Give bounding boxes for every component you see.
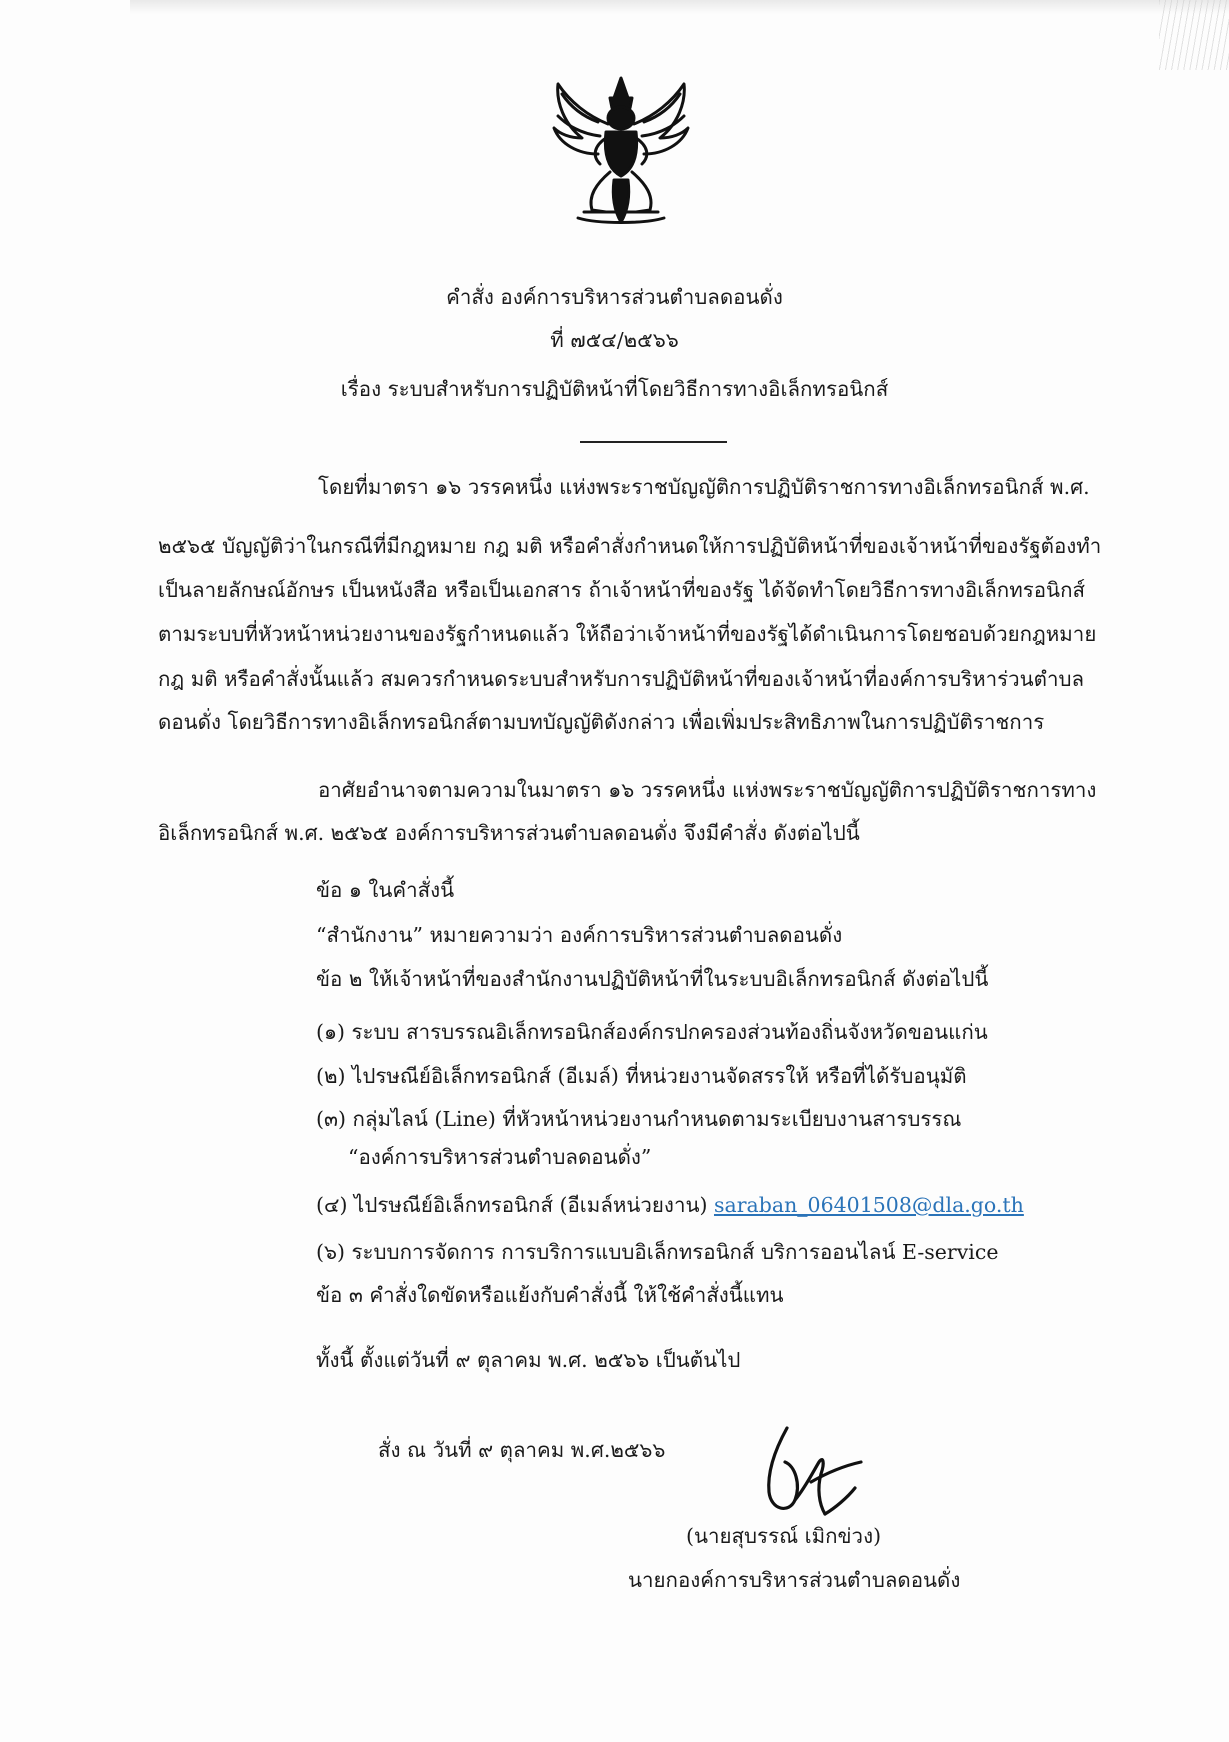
ordered-date: สั่ง ณ วันที่ ๙ ตุลาคม พ.ศ.๒๕๖๖ [378,1438,666,1462]
order-title: คำสั่ง องค์การบริหารส่วนตำบลดอนดั่ง [446,285,783,309]
effective-date: ทั้งนี้ ตั้งแต่วันที่ ๙ ตุลาคม พ.ศ. ๒๕๖๖ เป็นต้นไป [316,1348,741,1372]
order-subject: เรื่อง ระบบสำหรับการปฏิบัติหน้าที่โดยวิธีการทางอิเล็กทรอนิกส์ [340,377,889,401]
scan-page-stack [1159,0,1229,70]
item-3-continued: “องค์การบริหารส่วนตำบลดอนดั่ง” [348,1145,652,1169]
para1-line-2: ๒๕๖๕ บัญญัติว่าในกรณีที่มีกฎหมาย กฎ มติ หรือคำสั่งกำหนดให้การปฏิบัติหน้าที่ของเจ้าหน้าที่ของรัฐต้องทำ [158,534,1102,558]
signer-title: นายกองค์การบริหารส่วนตำบลดอนดั่ง [628,1568,961,1592]
item-3: (๓) กลุ่มไลน์ (Line) ที่หัวหน้าหน่วยงานกำหนดตามระเบียบงานสารบรรณ [316,1107,962,1131]
item-6: (๖) ระบบการจัดการ การบริการแบบอิเล็กทรอนิกส์ บริการออนไลน์ E-service [316,1240,999,1264]
para1-line-6: ดอนดั่ง โดยวิธีการทางอิเล็กทรอนิกส์ตามบทบัญญัติดังกล่าว เพื่อเพิ่มประสิทธิภาพในการปฏิบัติราชการ [158,710,1045,734]
para1-line-4: ตามระบบที่หัวหน้าหน่วยงานของรัฐกำหนดแล้ว ให้ถือว่าเจ้าหน้าที่ของรัฐได้ดำเนินการโดยชอบด้วยกฎหมาย [158,622,1097,646]
para1-line-5: กฎ มติ หรือคำสั่งนั้นแล้ว สมควรกำหนดระบบสำหรับการปฏิบัติหน้าที่ของเจ้าหน้าที่องค์การบริหาร่วนตำบล [158,667,1085,691]
definition: “สำนักงาน” หมายความว่า องค์การบริหารส่วนตำบลดอนดั่ง [316,923,843,947]
signature-icon [755,1418,875,1528]
order-number: ที่ ๗๕๔/๒๕๖๖ [550,328,679,352]
clause-1: ข้อ ๑ ในคำสั่งนี้ [316,878,455,902]
agency-email-link[interactable]: saraban_06401508@dla.go.th [713,1193,1024,1217]
title-divider [580,441,727,443]
item-4 [316,1191,1024,1219]
para2-line-2: อิเล็กทรอนิกส์ พ.ศ. ๒๕๖๕ องค์การบริหารส่วนตำบลดอนดั่ง จึงมีคำสั่ง ดังต่อไปนี้ [158,821,860,845]
garuda-emblem-icon [548,72,694,228]
para1-line-1: โดยที่มาตรา ๑๖ วรรคหนึ่ง แห่งพระราชบัญญัติการปฏิบัติราชการทางอิเล็กทรอนิกส์ พ.ศ. [318,475,1090,499]
item-2: (๒) ไปรษณีย์อิเล็กทรอนิกส์ (อีเมล์) ที่หน่วยงานจัดสรรให้ หรือที่ได้รับอนุมัติ [316,1064,967,1088]
item-4-label: (๔) ไปรษณีย์อิเล็กทรอนิกส์ (อีเมล์หน่วยงาน) [316,1193,714,1217]
signer-name: (นายสุบรรณ์ เมิกข่วง) [686,1524,882,1548]
clause-3: ข้อ ๓ คำสั่งใดขัดหรือแย้งกับคำสั่งนี้ ให้ใช้คำสั่งนี้แทน [316,1283,784,1307]
clause-2: ข้อ ๒ ให้เจ้าหน้าที่ของสำนักงานปฏิบัติหน้าที่ในระบบอิเล็กทรอนิกส์ ดังต่อไปนี้ [316,967,989,991]
item-1: (๑) ระบบ สารบรรณอิเล็กทรอนิกส์องค์กรปกครองส่วนท้องถิ่นจังหวัดขอนแก่น [316,1020,988,1044]
para1-line-3: เป็นลายลักษณ์อักษร เป็นหนังสือ หรือเป็นเอกสาร ถ้าเจ้าหน้าที่ของรัฐ ได้จัดทำโดยวิธีการทางอิเล็กทรอนิกส์ [158,578,1085,602]
para2-line-1: อาศัยอำนาจตามความในมาตรา ๑๖ วรรคหนึ่ง แห่งพระราชบัญญัติการปฏิบัติราชการทาง [318,778,1097,802]
scan-edge-shadow [130,0,1229,14]
